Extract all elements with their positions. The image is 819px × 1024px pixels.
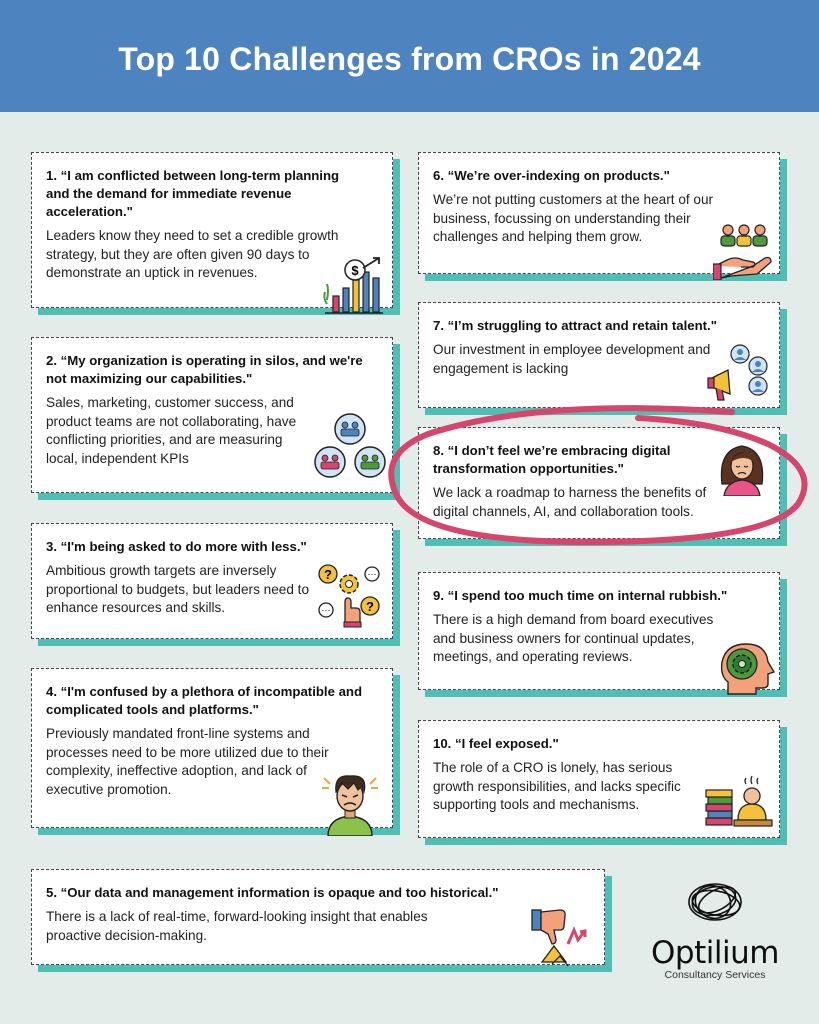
frustrated-person-icon [318,770,382,836]
challenge-card-5 [31,869,605,965]
svg-text:?: ? [366,599,374,614]
scribble-logo-icon [683,876,747,928]
svg-text:?: ? [324,567,332,582]
challenge-title: 4. “I'm confused by a plethora of incompatible and complicated tools and platforms." [46,684,363,717]
siloed-teams-icon [312,412,388,482]
company-logo [650,876,780,981]
challenge-body: There is a high demand from board executives and business owners for continual updates, meetings, and operating reviews. [433,612,714,664]
svg-text:···: ··· [367,569,377,579]
challenge-body: Previously mandated front-line systems and processes need to be more utilized due to their complexity, ineffective adoption, and lack of executive promotion. [46,726,329,797]
challenge-title: 3. “I'm being asked to do more with less." [46,539,307,554]
challenge-title: 5. “Our data and management information is opaque and too historical." [46,885,499,900]
logo-subtitle: Consultancy Services [664,969,766,981]
page-title: Top 10 Challenges from CROs in 2024 [118,40,701,77]
svg-text:$: $ [351,263,359,278]
challenge-body: Our investment in employee development and engagement is lacking [433,342,711,376]
thumbs-down-chart-icon [530,904,594,968]
challenge-title: 6. “We’re over-indexing on products." [433,168,670,183]
challenge-body: We lack a roadmap to harness the benefits of digital channels, AI, and collaboration tools. [433,485,707,519]
challenge-title: 1. “I am conflicted between long-term planning and the demand for immediate revenue acceleration." [46,168,340,219]
challenge-title: 7. “I’m struggling to attract and retain talent." [433,318,717,333]
stressed-desk-worker-icon [704,774,774,830]
challenge-body: Ambitious growth targets are inversely proportional to budgets, but leaders need to enhance resources and skills. [46,563,310,615]
logo-name: Optilium [651,935,779,971]
head-gear-icon [718,640,776,696]
challenge-title: 9. “I spend too much time on internal rubbish." [433,588,728,603]
challenge-body: Sales, marketing, customer success, and product teams are not collaborating, have conflicting priorities, and are measuring local, independent KPIs [46,395,297,466]
revenue-growth-chart-icon [323,256,385,316]
gear-questions-icon [316,560,384,628]
challenge-body: We’re not putting customers at the heart of our business, focussing on understanding their challenges and helping them grow. [433,192,714,244]
challenge-title: 10. “I feel exposed." [433,736,559,751]
challenge-title: 2. “My organization is operating in silos, and we're not maximizing our capabilities." [46,353,363,386]
svg-text:···: ··· [321,605,331,615]
challenge-title: 8. “I don’t feel we’re embracing digital transformation opportunities." [433,443,671,476]
header-banner [0,0,819,112]
challenge-body: Leaders know they need to set a credible growth strategy, but they are often given 90 days to demonstrate an uptick in revenues. [46,228,339,280]
challenge-body: The role of a CRO is lonely, has serious growth responsibilities, and lacks specific supporting tools and mechanisms. [433,760,681,812]
megaphone-people-icon [706,342,772,404]
customers-hand-icon [713,222,775,280]
sad-woman-icon [714,440,770,496]
challenge-body: There is a lack of real-time, forward-looking insight that enables proactive decision-making. [46,909,428,943]
